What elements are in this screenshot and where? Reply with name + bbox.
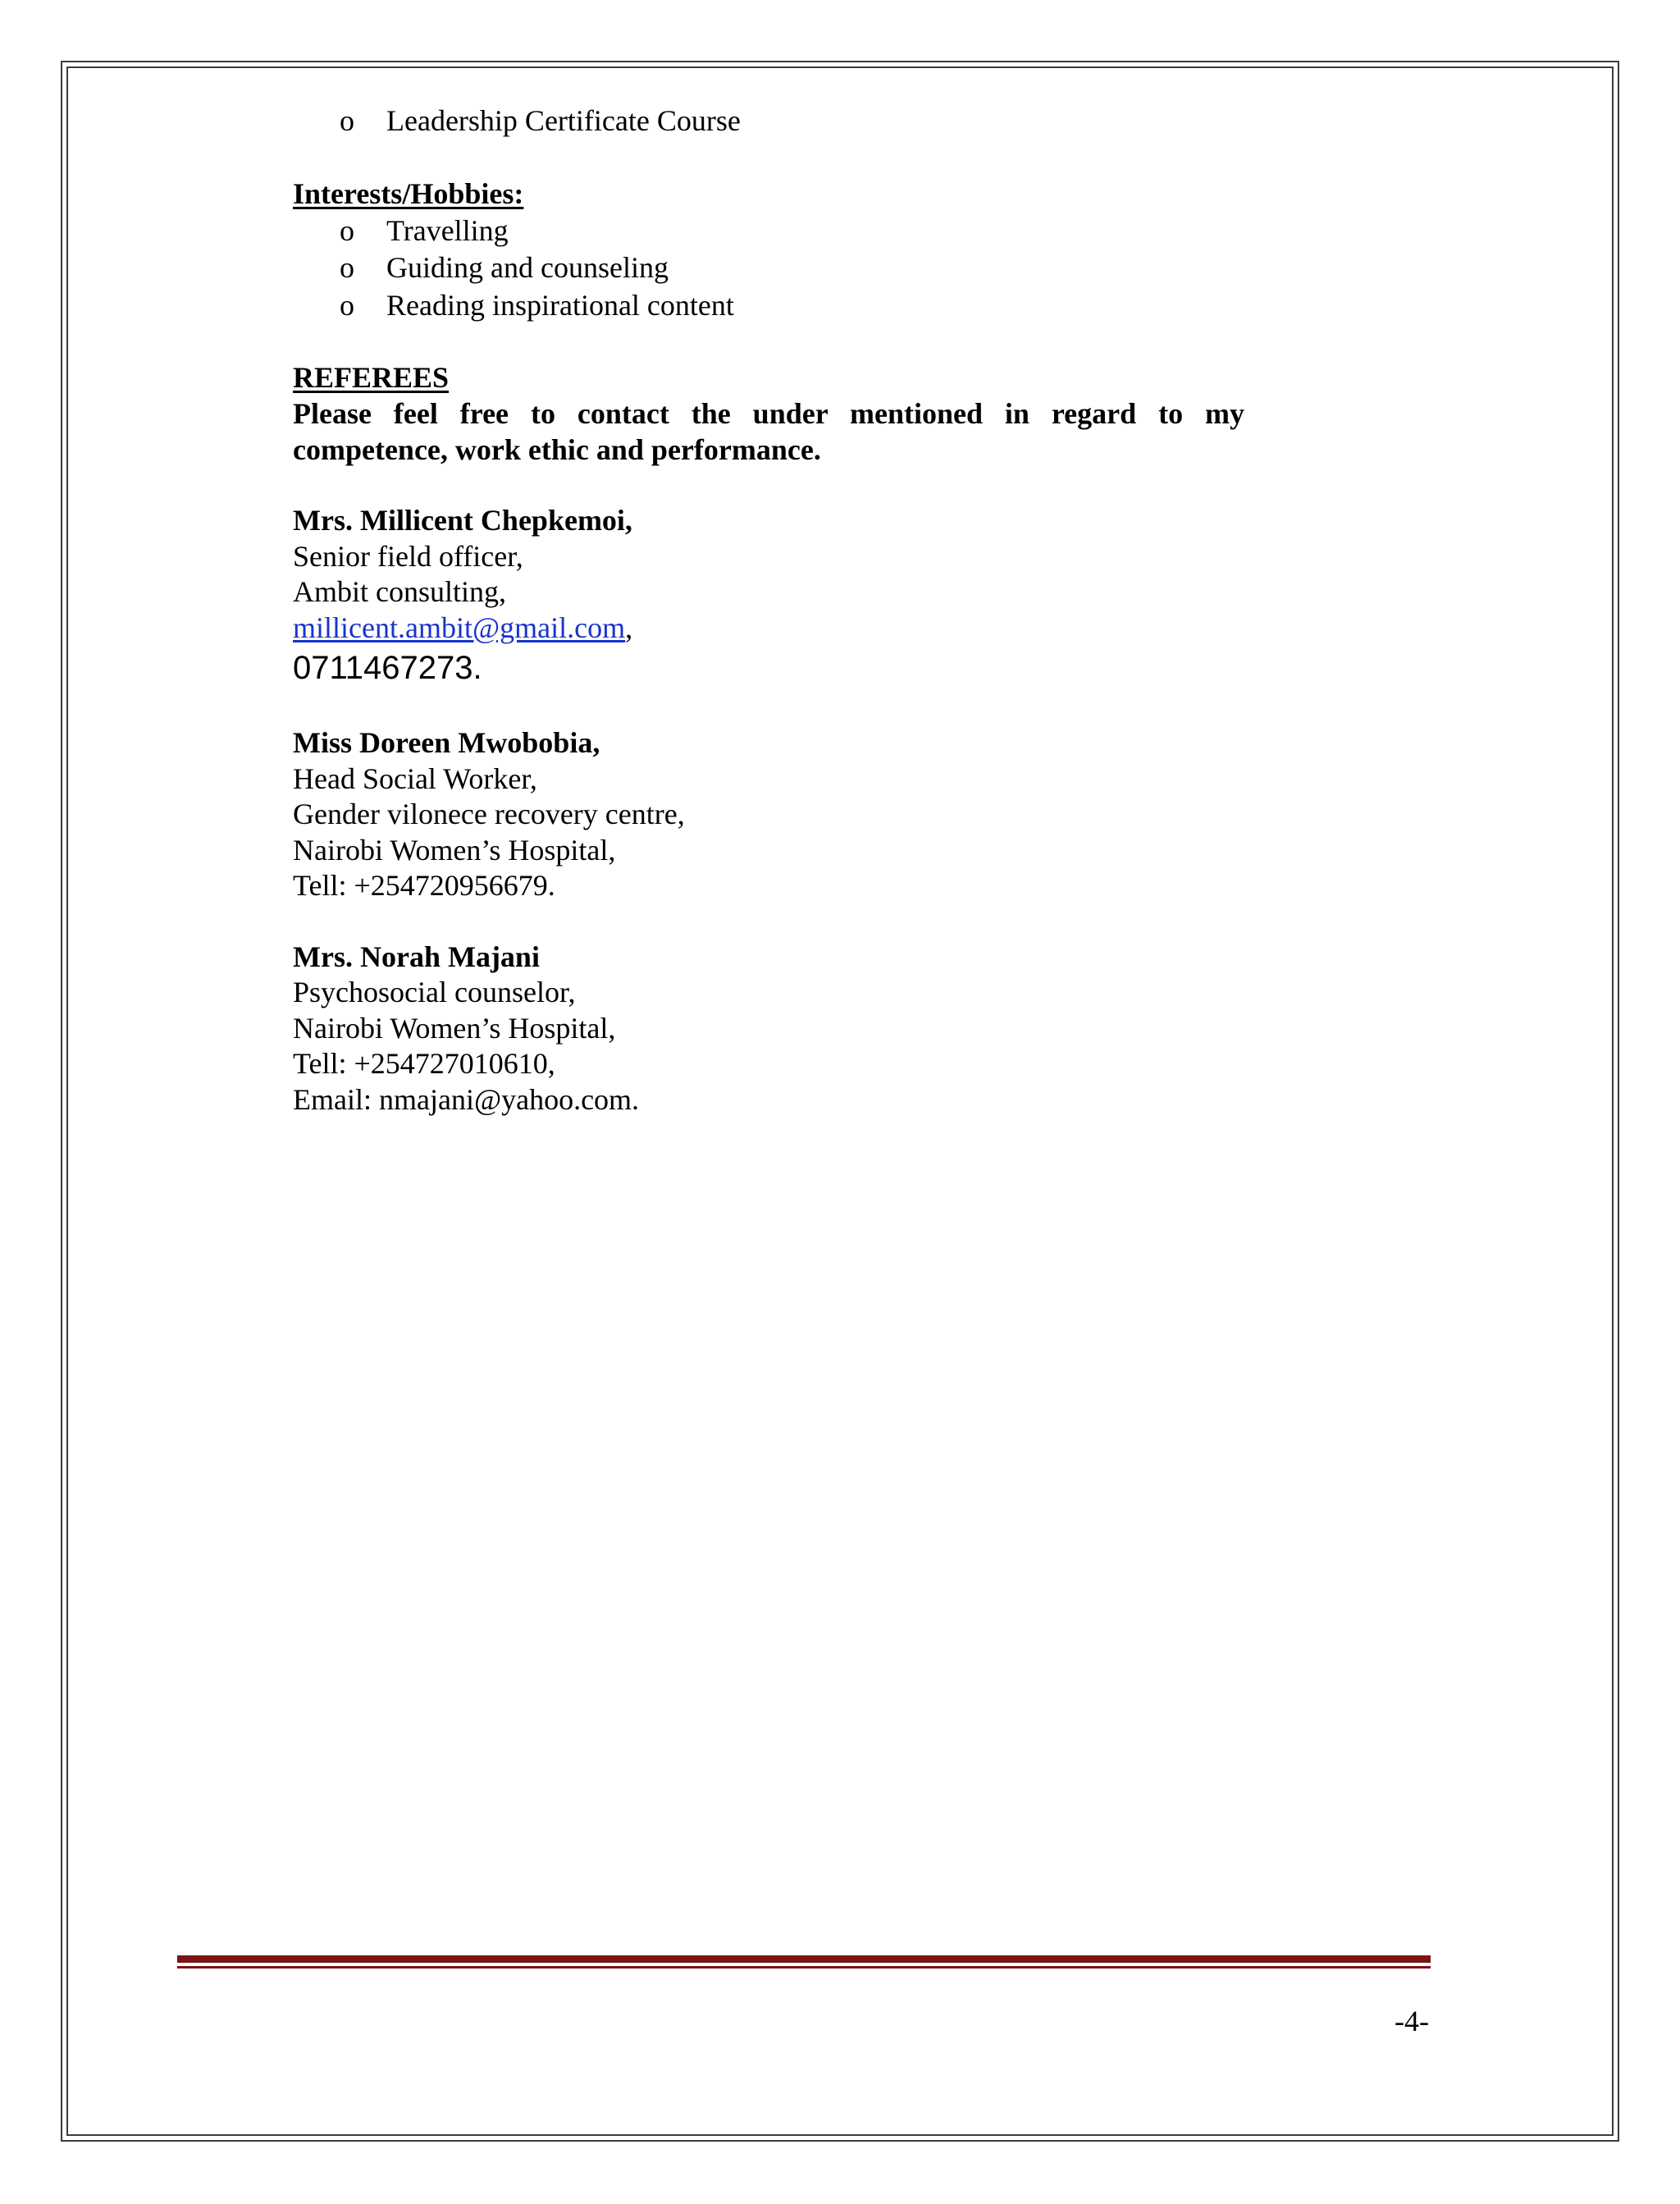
referee-block <box>293 503 1244 690</box>
spacer <box>293 904 1244 940</box>
interest-item: Travelling <box>386 213 509 247</box>
spacer <box>293 468 1244 503</box>
referee-name: Miss Doreen Mwobobia, <box>293 726 600 759</box>
interest-item: Reading inspirational content <box>386 288 734 322</box>
referee-email-line <box>293 610 1244 647</box>
referee-email: Email: nmajani@yahoo.com. <box>293 1082 640 1116</box>
referee-block <box>293 725 1244 904</box>
referee-title: Head Social Worker, <box>293 761 537 795</box>
referee-title: Psychosocial counselor, <box>293 976 576 1008</box>
referee-phone: Tell: +254727010610, <box>293 1047 555 1080</box>
referee-name: Mrs. Millicent Chepkemoi, <box>293 504 632 537</box>
footer-rule <box>177 1955 1431 1963</box>
list-item <box>293 287 1244 325</box>
training-list <box>293 103 1244 140</box>
referee-title: Senior field officer, <box>293 539 523 573</box>
list-item <box>293 249 1244 287</box>
referees-heading: REFEREES <box>293 361 450 394</box>
spacer <box>293 324 1244 359</box>
bullet-icon: o <box>340 288 354 322</box>
referees-intro: Please feel free to contact the under mentioned in regard to my competence, work ethic and performance. <box>293 397 1244 466</box>
referee-phone: 0711467273. <box>293 650 482 686</box>
bullet-icon: o <box>340 104 354 137</box>
referee-name: Mrs. Norah Majani <box>293 940 540 973</box>
page-number: -4- <box>1395 2005 1429 2037</box>
interest-item: Guiding and counseling <box>386 251 669 284</box>
referee-department: Gender vilonece recovery centre, <box>293 798 685 830</box>
bullet-icon: o <box>340 213 354 247</box>
email-suffix: , <box>625 610 633 644</box>
referee-organization: Nairobi Women’s Hospital, <box>293 833 616 867</box>
training-item: Leadership Certificate Course <box>386 104 741 137</box>
interests-list <box>293 213 1244 325</box>
referee-block <box>293 940 1244 1118</box>
referee-organization: Ambit consulting, <box>293 575 506 608</box>
bullet-icon: o <box>340 251 354 284</box>
spacer <box>293 140 1244 176</box>
referee-organization: Nairobi Women’s Hospital, <box>293 1011 616 1045</box>
interests-heading: Interests/Hobbies: <box>293 176 524 210</box>
spacer <box>293 690 1244 725</box>
document-body <box>293 103 1244 1118</box>
referee-phone: Tell: +254720956679. <box>293 869 555 902</box>
referee-email-link[interactable]: millicent.ambit@gmail.com <box>293 610 626 644</box>
list-item <box>293 103 1244 140</box>
footer-rule-thin <box>177 1966 1431 1969</box>
list-item <box>293 213 1244 250</box>
